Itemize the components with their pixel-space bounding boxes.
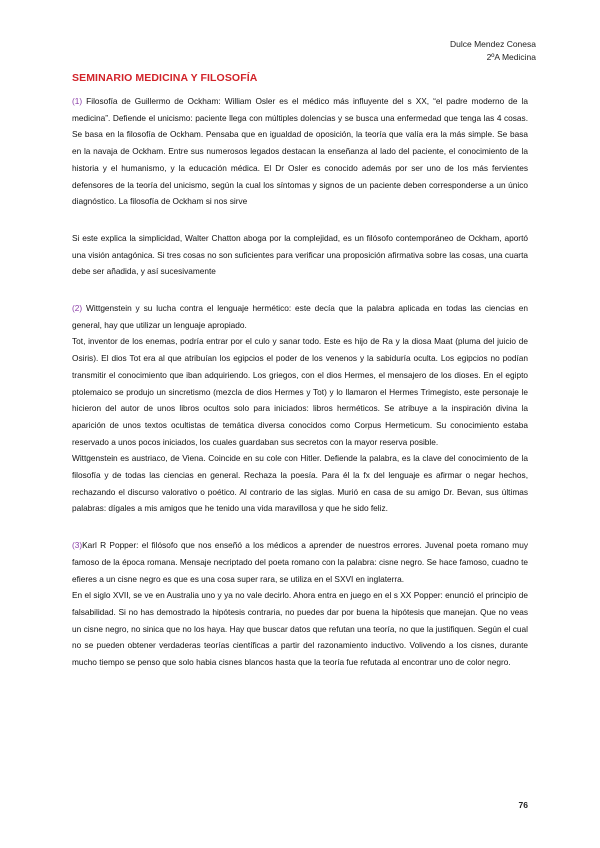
- section-1-paragraph-1: [72, 93, 528, 210]
- page-header: [450, 38, 536, 64]
- section-1-paragraph-2: Si este explica la simplicidad, Walter Chatton aboga por la complejidad, es un filósofo contemporáneo de Ockham, aportó una visión antagónica. Si tres cosas no son suficientes para verificar una proposición afirmativa sobre las cosas, una cuarta debe ser añadida, y así sucesivamente: [72, 232, 528, 277]
- section-2-paragraph-1: [72, 300, 528, 333]
- section-1-text-1: Filosofía de Guillermo de Ockham: William Osler es el médico más influyente del s XX, “el padre moderno de la medicina”. Defiende el unicismo: paciente llega con múltiples dolencias y se busca una enfermedad que tenga las 4 cosas. Se basa en la filosofía de Ockham. Pensaba que en igualdad de oposición, la teoría que valía era la más simple. Se basa en la navaja de Ockham. Entre sus numerosos legados destacan la enseñanza al lado del paciente, el conocimiento de la historia y el humanismo, y la educación médica. El Dr Osler es conocido además por ser uno de los más fervientes defensores de la teoría del unicismo, según la cual los síntomas y signos de un paciente deben corresponderse a un único diagnóstico. La filosofía de Ockham si nos sirve: [72, 96, 528, 207]
- author-name: Dulce Mendez Conesa: [450, 39, 536, 49]
- section-1-number: (1): [72, 96, 83, 106]
- page-number: 76: [518, 800, 528, 810]
- section-3-number: (3): [72, 540, 83, 551]
- section-2-number: (2): [72, 303, 83, 314]
- course-label: 2ºA Medicina: [486, 52, 536, 62]
- section-2-paragraph-3: Wittgenstein es austriaco, de Viena. Coincide en su cole con Hitler. Defiende la palabra, es la clave del conocimiento de la filosofía y de todas las ciencias en general. Rechaza la poesía. Para él la fx del lenguaje es afirmar o negar hechos, rechazando el discurso valorativo o poético. Al contrario de las siglas. Murió en casa de su amigo Dr. Bevan, sus últimas palabras: dígales a mis amigos que he tenido una vida maravillosa y que he sido feliz.: [72, 453, 528, 514]
- section-2-text-1: Wittgenstein y su lucha contra el lenguaje hermético: este decía que la palabra aplicada en todas las ciencias en general, hay que utilizar un lenguaje apropiado.: [72, 303, 529, 330]
- section-3-text-1: Karl R Popper: el filósofo que nos enseñó a los médicos a aprender de nuestros errores. Juvenal poeta romano muy famoso de la época romana. Mensaje necriptado del poeta romano con la palabra: cisne negro. Se hace famoso, cuadno te efieres a un cisne negro es que es una cosa super rara, se utiliza en el SXVI en inglaterra.: [72, 540, 528, 584]
- document-title: SEMINARIO MEDICINA Y FILOSOFÍA: [72, 72, 258, 84]
- section-3-paragraph-1: [72, 537, 528, 587]
- section-2-paragraph-2: Tot, inventor de los enemas, podría entrar por el culo y sanar todo. Este es hijo de Ra y la diosa Maat (pluma del juicio de Osiris). El dios Tot era al que atribuían los egipcios el poder de los venenos y la sabiduría oculta. Los egipcios no podían transmitir el conocimiento que iban adquiriendo. Los griegos, con el dios Hermes, el mensajero de los dioses. En el egipto ptolemaico se produjo un sincretismo (mezcla de dios Hermes y Tot) y lo llamaron el Hermes Trimegisto, este personaje le hicieron del autor de unos libros ocultos solo para iniciados: libros herméticos. Se atribuye a la inspiración divina la aparición de unos textos ocultistas de temática diversa conocidos como Corpus Hermeticum. Su conocimiento estaba reservado a unos pocos iniciados, los cuales guardaban sus secretos con la mayor reserva posible.: [72, 336, 528, 447]
- section-3-paragraph-2: En el siglo XVII, se ve en Australia uno y ya no vale decirlo. Ahora entra en juego en el s XX Popper: enunció el principio de falsabilidad. Si no has demostrado la hipótesis contraria, no puedes dar por buena la hipótesis que manejan. Que no veas un cisne negro, no sinica que no los haya. Hay que buscar datos que refutan una teoría, no que la justifiquen. Según el cual no se pueden obtener verdaderas teorías científicas a partir del razonamiento inductivo. Volivendo a los cisnes, durante mucho tiempo se penso que solo habia cisnes blancos hasta que la teoría fue refutada al encontrar uno de color negro.: [72, 590, 528, 668]
- document-body: [72, 93, 528, 671]
